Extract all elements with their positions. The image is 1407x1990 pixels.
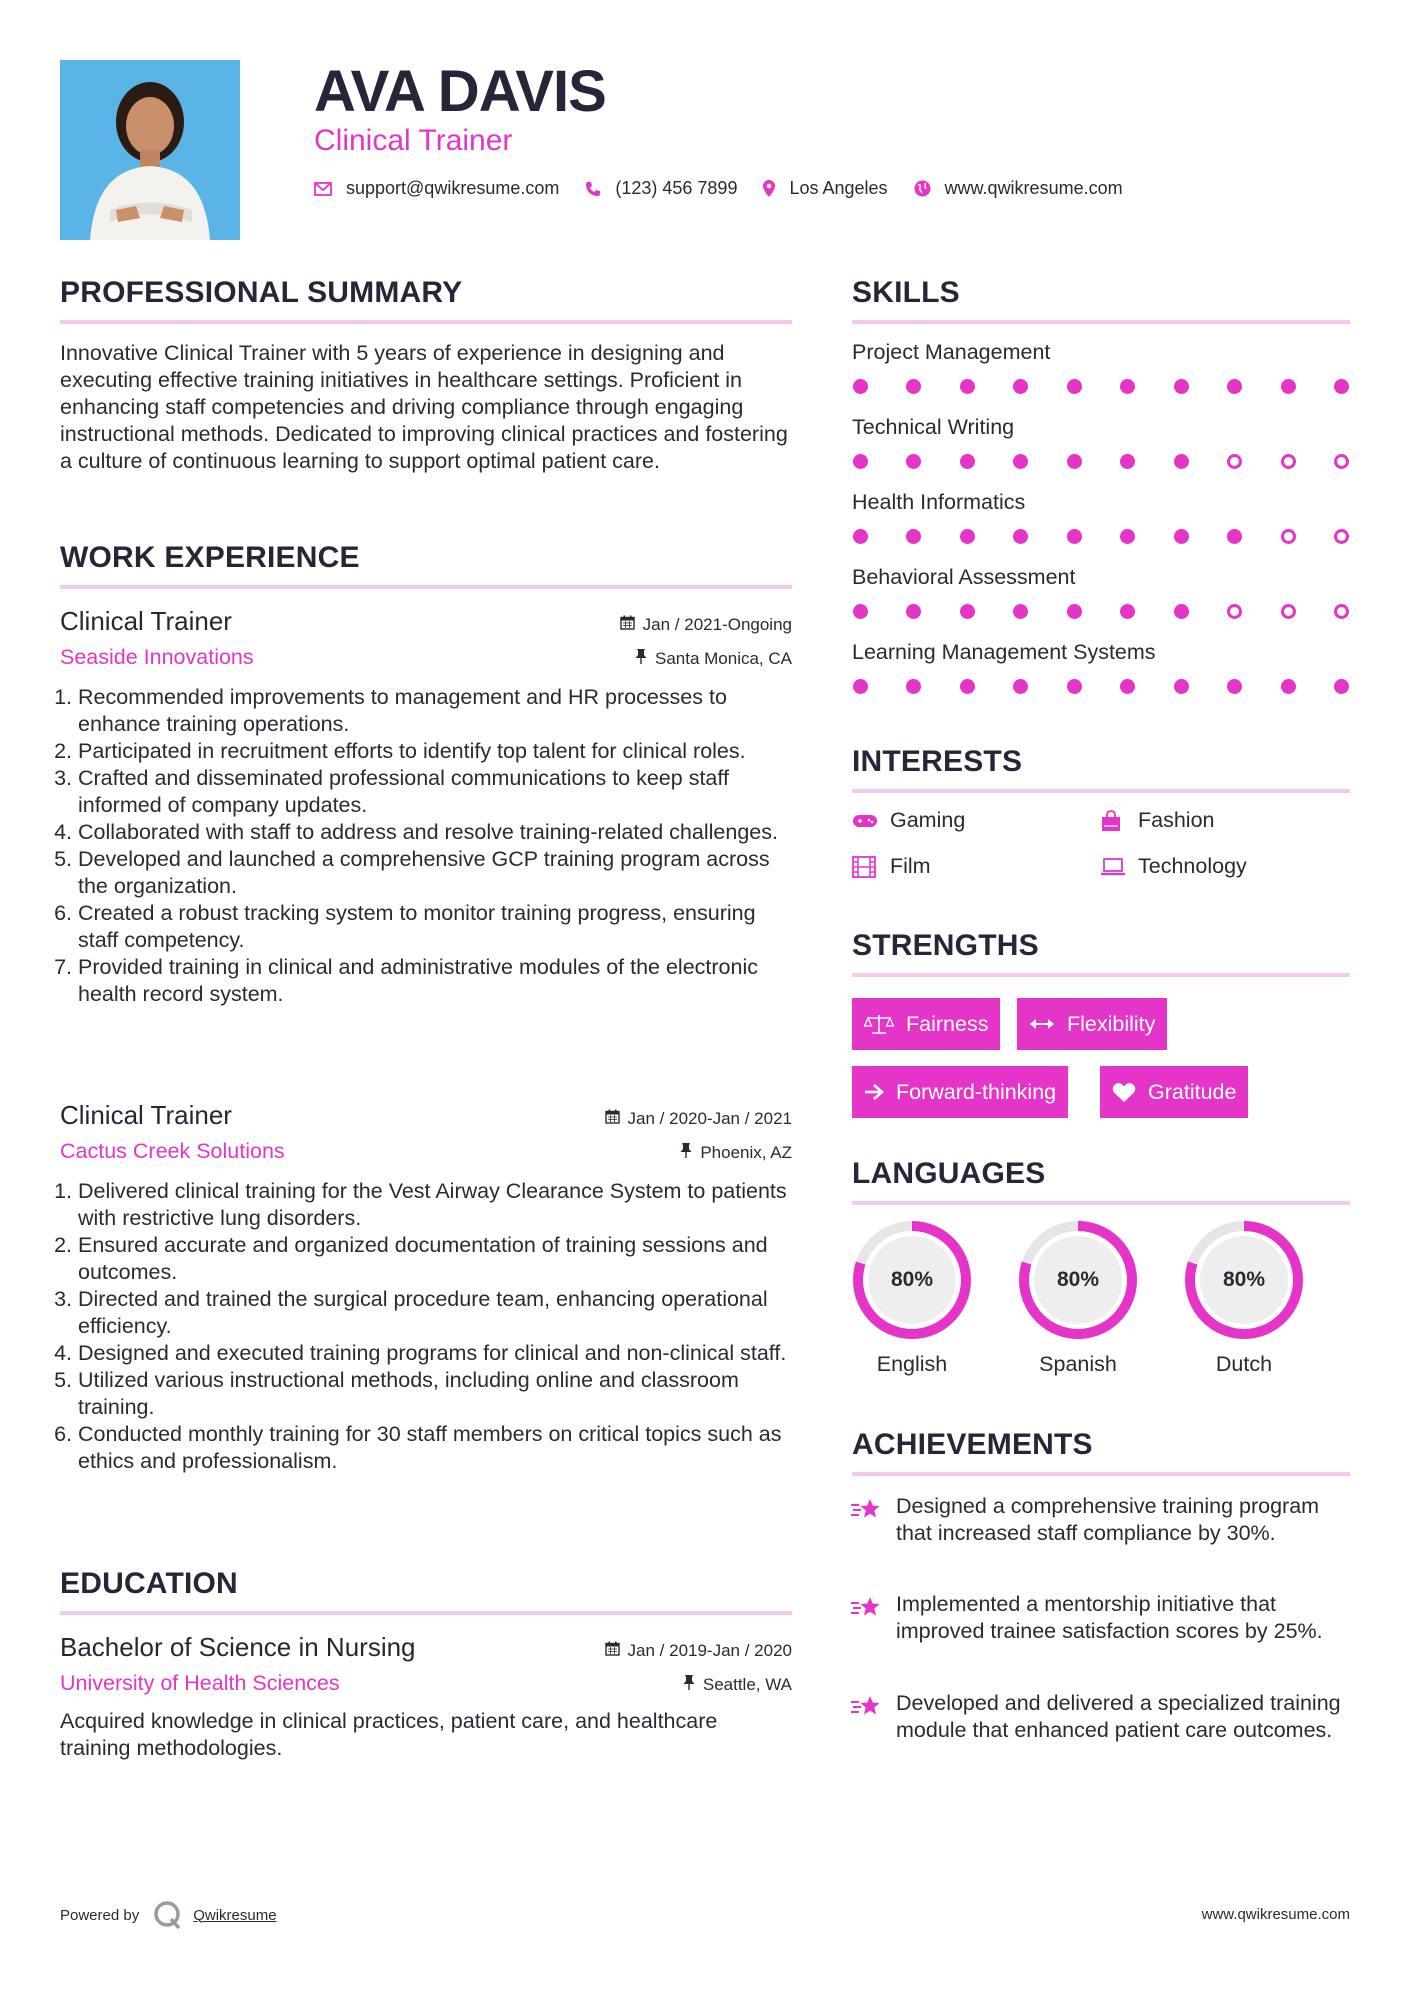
job-responsibilities [60, 1178, 792, 1475]
shooting-star-icon [850, 1690, 884, 1744]
rating-dot-filled [853, 454, 868, 469]
rating-dot-filled [906, 379, 921, 394]
strength-tag [852, 998, 1000, 1050]
rating-dot-filled [1120, 604, 1135, 619]
interest-label: Fashion [1138, 808, 1215, 832]
rating-dot-filled [1334, 379, 1349, 394]
list-item: 5. Developed and launched a comprehensive GCP training program across the organization. [78, 846, 792, 900]
section-education [60, 1567, 792, 1615]
interest-label: Gaming [890, 808, 966, 832]
qwikresume-logo-icon [153, 1900, 183, 1930]
section-skills [852, 276, 1350, 324]
list-item: 3. Directed and trained the surgical procedure team, enhancing operational efficiency. [78, 1286, 792, 1340]
achievement-item [850, 1493, 1350, 1547]
rating-dot-filled [960, 679, 975, 694]
globe-icon [914, 180, 931, 197]
map-pin-icon [763, 180, 775, 197]
interest-item [852, 808, 965, 833]
rating-dot-filled [1013, 604, 1028, 619]
skill-label: Project Management [852, 340, 1051, 364]
rating-dot-filled [1067, 379, 1082, 394]
footer-powered-by [60, 1900, 277, 1930]
education-location: Seattle, WA [702, 1675, 792, 1694]
candidate-role: Clinical Trainer [314, 124, 513, 157]
rating-dot-empty [1227, 604, 1242, 619]
pin-icon [680, 1143, 692, 1163]
summary-text: Innovative Clinical Trainer with 5 years of experience in designing and executing effective training initiatives in healthcare settings. Proficient in enhancing staff competencies and driving compliance through engaging instructional methods. Dedicated to improving clinical practices and fostering a culture of continuous learning to support optimal patient care. [60, 341, 788, 473]
arrows-horizontal-icon [1029, 1017, 1055, 1031]
interest-label: Film [890, 854, 931, 878]
rating-dot-empty [1334, 454, 1349, 469]
strength-tag [1017, 998, 1167, 1050]
job-dates: Jan / 2021-Ongoing [642, 615, 792, 634]
list-item: 4. Designed and executed training programs for clinical and non-clinical staff. [78, 1340, 792, 1367]
contact-phone: (123) 456 7899 [615, 178, 738, 198]
section-title-experience: WORK EXPERIENCE [60, 541, 360, 574]
interest-item [1100, 808, 1215, 833]
section-divider [852, 1472, 1350, 1476]
interest-label: Technology [1138, 854, 1247, 878]
rating-dot-filled [906, 679, 921, 694]
list-item: 2. Ensured accurate and organized documentation of training sessions and outcomes. [78, 1232, 792, 1286]
language-item [1182, 1218, 1306, 1377]
achievement-text: Designed a comprehensive training program that increased staff compliance by 30%. [896, 1494, 1320, 1545]
skill-item [852, 340, 1350, 394]
skill-rating [852, 454, 1350, 469]
section-summary [60, 276, 792, 324]
language-percent: 80% [1222, 1268, 1266, 1291]
rating-dot-filled [960, 604, 975, 619]
language-item [1016, 1218, 1140, 1377]
section-title-interests: INTERESTS [852, 745, 1023, 778]
skill-rating [852, 604, 1350, 619]
list-item: 1. Recommended improvements to management and HR processes to enhance training operations. [78, 684, 792, 738]
section-title-languages: LANGUAGES [852, 1157, 1046, 1190]
job-entry [60, 606, 792, 1008]
rating-dot-filled [1013, 529, 1028, 544]
section-divider [852, 973, 1350, 977]
rating-dot-filled [1120, 679, 1135, 694]
portrait-image [60, 60, 240, 240]
rating-dot-filled [1067, 529, 1082, 544]
skill-item [852, 565, 1350, 619]
skill-rating [852, 379, 1350, 394]
rating-dot-filled [1120, 379, 1135, 394]
education-description: Acquired knowledge in clinical practices, patient care, and healthcare training methodologies. [60, 1709, 718, 1760]
calendar-icon [620, 615, 635, 635]
section-divider [852, 789, 1350, 793]
skill-label: Behavioral Assessment [852, 565, 1076, 589]
rating-dot-filled [1281, 679, 1296, 694]
rating-dot-filled [1067, 679, 1082, 694]
rating-dot-filled [1013, 379, 1028, 394]
language-percent: 80% [890, 1268, 934, 1291]
heart-icon [1112, 1082, 1136, 1103]
phone-icon [585, 181, 601, 197]
rating-dot-filled [853, 379, 868, 394]
gamepad-icon [852, 813, 878, 829]
job-company: Cactus Creek Solutions [60, 1139, 285, 1163]
rating-dot-filled [1174, 529, 1189, 544]
balance-scale-icon [864, 1013, 894, 1035]
shooting-star-icon [850, 1591, 884, 1645]
shopping-bag-icon [1100, 810, 1126, 832]
section-title-skills: SKILLS [852, 276, 960, 309]
rating-dot-filled [1013, 454, 1028, 469]
job-title: Clinical Trainer [60, 1100, 232, 1130]
contact-website[interactable]: www.qwikresume.com [944, 178, 1123, 198]
section-strengths [852, 929, 1350, 977]
calendar-icon [605, 1109, 620, 1129]
section-title-strengths: STRENGTHS [852, 929, 1039, 962]
list-item: 7. Provided training in clinical and administrative modules of the electronic health record system. [78, 954, 792, 1008]
rating-dot-filled [853, 529, 868, 544]
arrow-right-icon [864, 1083, 884, 1101]
strength-tag [1100, 1066, 1248, 1118]
education-entry [60, 1632, 792, 1762]
rating-dot-filled [906, 604, 921, 619]
rating-dot-filled [906, 454, 921, 469]
rating-dot-filled [1013, 679, 1028, 694]
rating-dot-filled [1067, 604, 1082, 619]
rating-dot-filled [1120, 454, 1135, 469]
rating-dot-empty [1281, 604, 1296, 619]
language-progress-ring [1016, 1218, 1140, 1342]
section-divider [60, 320, 792, 324]
strength-label: Fairness [906, 1011, 989, 1036]
skill-label: Learning Management Systems [852, 640, 1156, 664]
laptop-icon [1100, 857, 1126, 877]
rating-dot-empty [1334, 529, 1349, 544]
contact-email[interactable]: support@qwikresume.com [346, 178, 560, 198]
rating-dot-filled [1227, 529, 1242, 544]
job-location: Phoenix, AZ [700, 1143, 792, 1162]
language-name: English [876, 1352, 948, 1376]
rating-dot-filled [1067, 454, 1082, 469]
section-title-achievements: ACHIEVEMENTS [852, 1428, 1093, 1461]
language-name: Dutch [1215, 1352, 1273, 1376]
shooting-star-icon [850, 1493, 884, 1547]
rating-dot-filled [960, 379, 975, 394]
skill-label: Health Informatics [852, 490, 1026, 514]
job-entry [60, 1100, 792, 1475]
section-languages [852, 1157, 1350, 1205]
rating-dot-filled [960, 529, 975, 544]
section-interests [852, 745, 1350, 793]
language-item [850, 1218, 974, 1377]
language-percent: 80% [1056, 1268, 1100, 1291]
skill-rating [852, 529, 1350, 544]
education-dates: Jan / 2019-Jan / 2020 [627, 1641, 792, 1660]
contact-location: Los Angeles [789, 178, 888, 198]
rating-dot-filled [1227, 679, 1242, 694]
profile-photo [60, 60, 240, 240]
achievement-item [850, 1591, 1350, 1645]
rating-dot-filled [1174, 454, 1189, 469]
calendar-icon [605, 1641, 620, 1661]
pin-icon [635, 649, 647, 669]
rating-dot-filled [853, 604, 868, 619]
rating-dot-filled [1281, 379, 1296, 394]
strength-label: Flexibility [1067, 1011, 1156, 1036]
list-item: 6. Conducted monthly training for 30 staff members on critical topics such as ethics and professionalism. [78, 1421, 792, 1475]
section-divider [60, 1611, 792, 1615]
rating-dot-filled [1334, 679, 1349, 694]
job-company: Seaside Innovations [60, 645, 254, 669]
powered-by-label: Powered by [60, 1906, 140, 1924]
rating-dot-empty [1281, 529, 1296, 544]
list-item: 6. Created a robust tracking system to monitor training progress, ensuring staff competency. [78, 900, 792, 954]
strength-label: Gratitude [1148, 1079, 1237, 1104]
rating-dot-filled [960, 454, 975, 469]
skill-rating [852, 679, 1350, 694]
achievement-text: Developed and delivered a specialized training module that enhanced patient care outcomes. [896, 1691, 1341, 1742]
qwikresume-link[interactable]: Qwikresume [193, 1906, 277, 1924]
rating-dot-filled [1174, 379, 1189, 394]
interest-item [852, 854, 931, 879]
list-item: 3. Crafted and disseminated professional communications to keep staff informed of company updates. [78, 765, 792, 819]
language-progress-ring [850, 1218, 974, 1342]
rating-dot-filled [853, 679, 868, 694]
interest-item [1100, 854, 1247, 879]
language-name: Spanish [1039, 1352, 1117, 1376]
skill-item [852, 490, 1350, 544]
rating-dot-empty [1334, 604, 1349, 619]
section-title-education: EDUCATION [60, 1567, 238, 1600]
envelope-icon [314, 182, 332, 196]
rating-dot-filled [1227, 379, 1242, 394]
section-divider [60, 585, 792, 589]
section-experience [60, 541, 792, 589]
strength-tag [852, 1066, 1068, 1118]
contact-bar [314, 178, 1149, 199]
job-title: Clinical Trainer [60, 606, 232, 636]
rating-dot-empty [1227, 454, 1242, 469]
list-item: 1. Delivered clinical training for the Vest Airway Clearance System to patients with restrictive lung disorders. [78, 1178, 792, 1232]
job-responsibilities [60, 684, 792, 1008]
rating-dot-filled [1174, 679, 1189, 694]
section-divider [852, 320, 1350, 324]
language-progress-ring [1182, 1218, 1306, 1342]
candidate-name: AVA DAVIS [314, 59, 606, 124]
pin-icon [683, 1675, 695, 1695]
section-achievements [852, 1428, 1350, 1476]
list-item: 2. Participated in recruitment efforts to identify top talent for clinical roles. [78, 738, 792, 765]
skill-label: Technical Writing [852, 415, 1015, 439]
film-icon [852, 856, 878, 878]
rating-dot-filled [906, 529, 921, 544]
section-divider [852, 1201, 1350, 1205]
school-name: University of Health Sciences [60, 1671, 340, 1695]
strength-label: Forward-thinking [896, 1079, 1057, 1104]
footer-site[interactable]: www.qwikresume.com [1201, 1906, 1350, 1923]
list-item: 4. Collaborated with staff to address and resolve training-related challenges. [78, 819, 792, 846]
section-title-summary: PROFESSIONAL SUMMARY [60, 276, 463, 309]
list-item: 5. Utilized various instructional methods, including online and classroom training. [78, 1367, 792, 1421]
rating-dot-empty [1281, 454, 1296, 469]
skill-item [852, 415, 1350, 469]
degree-title: Bachelor of Science in Nursing [60, 1632, 416, 1662]
rating-dot-filled [1120, 529, 1135, 544]
rating-dot-filled [1174, 604, 1189, 619]
achievement-text: Implemented a mentorship initiative that improved trainee satisfaction scores by 25%. [896, 1592, 1323, 1643]
job-location: Santa Monica, CA [654, 649, 792, 668]
job-dates: Jan / 2020-Jan / 2021 [627, 1109, 792, 1128]
achievement-item [850, 1690, 1350, 1744]
skill-item [852, 640, 1350, 694]
